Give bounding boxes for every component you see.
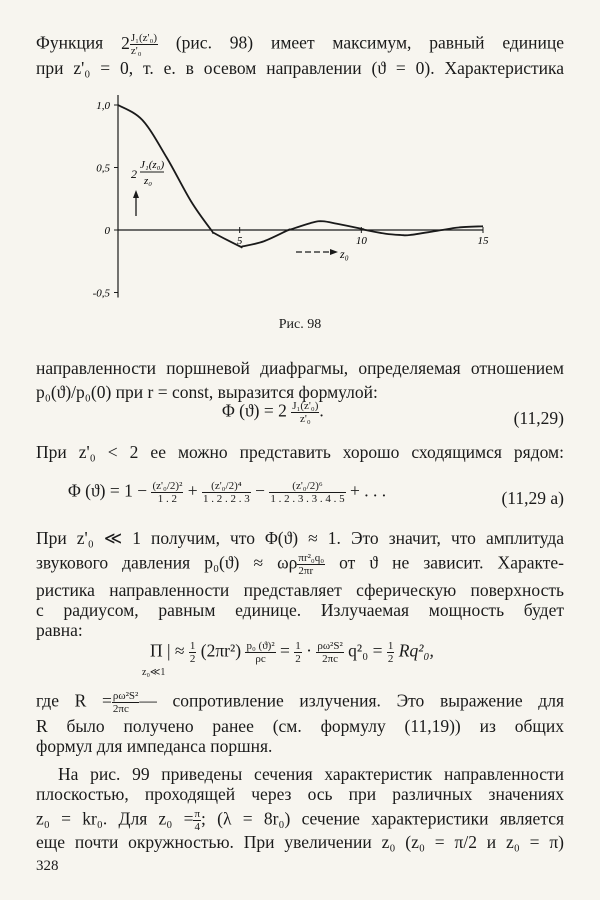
y-tick-label: 0,5 bbox=[96, 162, 110, 175]
text-line-3: направленности поршневой диафрагмы, определяемая отношением bbox=[36, 358, 564, 378]
y-label-two: 2 bbox=[131, 167, 137, 181]
text-line-7: звукового давления p₀(ϑ) ≈ ωρ $\frac{\text{πr²₀q₀}}{2\pi r}$ от ϑ не зависит. Характе- bbox=[36, 552, 564, 577]
formula-power-subscript: z₀≪1 bbox=[142, 667, 166, 678]
text-line-15: плоскостью, проходящей через ось при различных значениях bbox=[36, 784, 564, 804]
text-line-17: еще почти окружностью. При увеличении z₀ (z₀ = π/2 и z₀ = π) bbox=[36, 832, 564, 852]
formula-power: Π | ≈ $\frac{1}{2}$ (2πr²) $\frac{\text{p₀ (ϑ)²}}{\rho c}$ = $\frac{1}{2}$ · $\frac{\text{ρω²S²}}{2\pi c}$ q²₀ = $\frac{1}{2}$ Rq²₀, bbox=[150, 640, 434, 665]
y-label-den: z₀ bbox=[144, 175, 153, 187]
equation-number-11-29a: (11,29 a) bbox=[501, 488, 564, 508]
y-tick-label: 1,0 bbox=[96, 100, 110, 112]
page-number: 328 bbox=[36, 858, 59, 874]
text-line-4: p₀(ϑ)/p₀(0) при r = const, выразится формулой: bbox=[36, 382, 378, 402]
text-line-12: R было получено ранее (см. формулу (11,19)) из общих bbox=[36, 716, 564, 736]
text-line-5: При z'₀ < 2 ее можно представить хорошо сходящимся рядом: bbox=[36, 442, 564, 462]
x-axis-label bbox=[296, 247, 349, 261]
plot-axes bbox=[93, 95, 489, 300]
formula-11-29a: Φ (ϑ) = 1 − $\frac{\text{(z'₀/2)²}}{1 . 2}$ + $\frac{\text{(z'₀/2)⁴}}{1 . 2 . 2 . 3}$ − $\frac{\text{(z'₀/2)⁶}}{1 . 2 . 3 . 3 . 4 . 5}$ + . . . bbox=[68, 480, 387, 505]
x-tick-label: 10 bbox=[355, 235, 367, 247]
plot-curve bbox=[118, 105, 483, 247]
formula-11-29: Φ (ϑ) = 2 $\frac{\text{J₁(z'₀)}}{\text{z'₀}}$ . bbox=[222, 400, 324, 425]
x-label-text: z₀ bbox=[340, 247, 349, 261]
figure-98-plot bbox=[0, 0, 600, 340]
y-axis-label bbox=[131, 159, 164, 216]
text-line-14: На рис. 99 приведены сечения характеристик направленности bbox=[58, 764, 564, 784]
figure-caption: Рис. 98 bbox=[278, 317, 322, 332]
y-label-num: J₁(z₀) bbox=[140, 159, 165, 171]
inline-fraction-j1: 2 $\frac{\text{J₁(z'₀)}}{\text{z'₀}}$ bbox=[121, 32, 157, 57]
x-tick-label: 5 bbox=[236, 235, 243, 247]
text: Функция bbox=[36, 32, 104, 53]
y-tick-label: -0,5 bbox=[92, 287, 110, 300]
text-line-8: ристика направленности представляет сферическую поверхность bbox=[36, 580, 564, 600]
text-line-13: формул для импеданса поршня. bbox=[36, 736, 273, 756]
text-line-11: где R = $\frac{\text{ρω²S²}}{2\pi c}$ — сопротивление излучения. Это выражение для bbox=[36, 690, 564, 715]
text-line-2: при z'₀ = 0, т. е. в осевом направлении (ϑ = 0). Характеристика bbox=[36, 58, 564, 78]
text: (рис. 98) имеет максимум, равный единице bbox=[175, 32, 564, 53]
equation-number-11-29: (11,29) bbox=[513, 408, 564, 428]
y-tick-label: 0 bbox=[104, 225, 110, 237]
text-line-10: равна: bbox=[36, 620, 83, 640]
text-line-16: z₀ = kr₀. Для z₀ = $\frac{\pi}{4}$ ; (λ = 8r₀) сечение характеристики является bbox=[36, 808, 564, 833]
series-line bbox=[118, 105, 483, 247]
x-tick-label: 15 bbox=[477, 235, 489, 247]
text-line-9: с радиусом, равным единице. Излучаемая мощность будет bbox=[36, 600, 564, 620]
text-line-6: При z'₀ ≪ 1 получим, что Φ(ϑ) ≈ 1. Это значит, что амплитуда bbox=[36, 528, 564, 548]
